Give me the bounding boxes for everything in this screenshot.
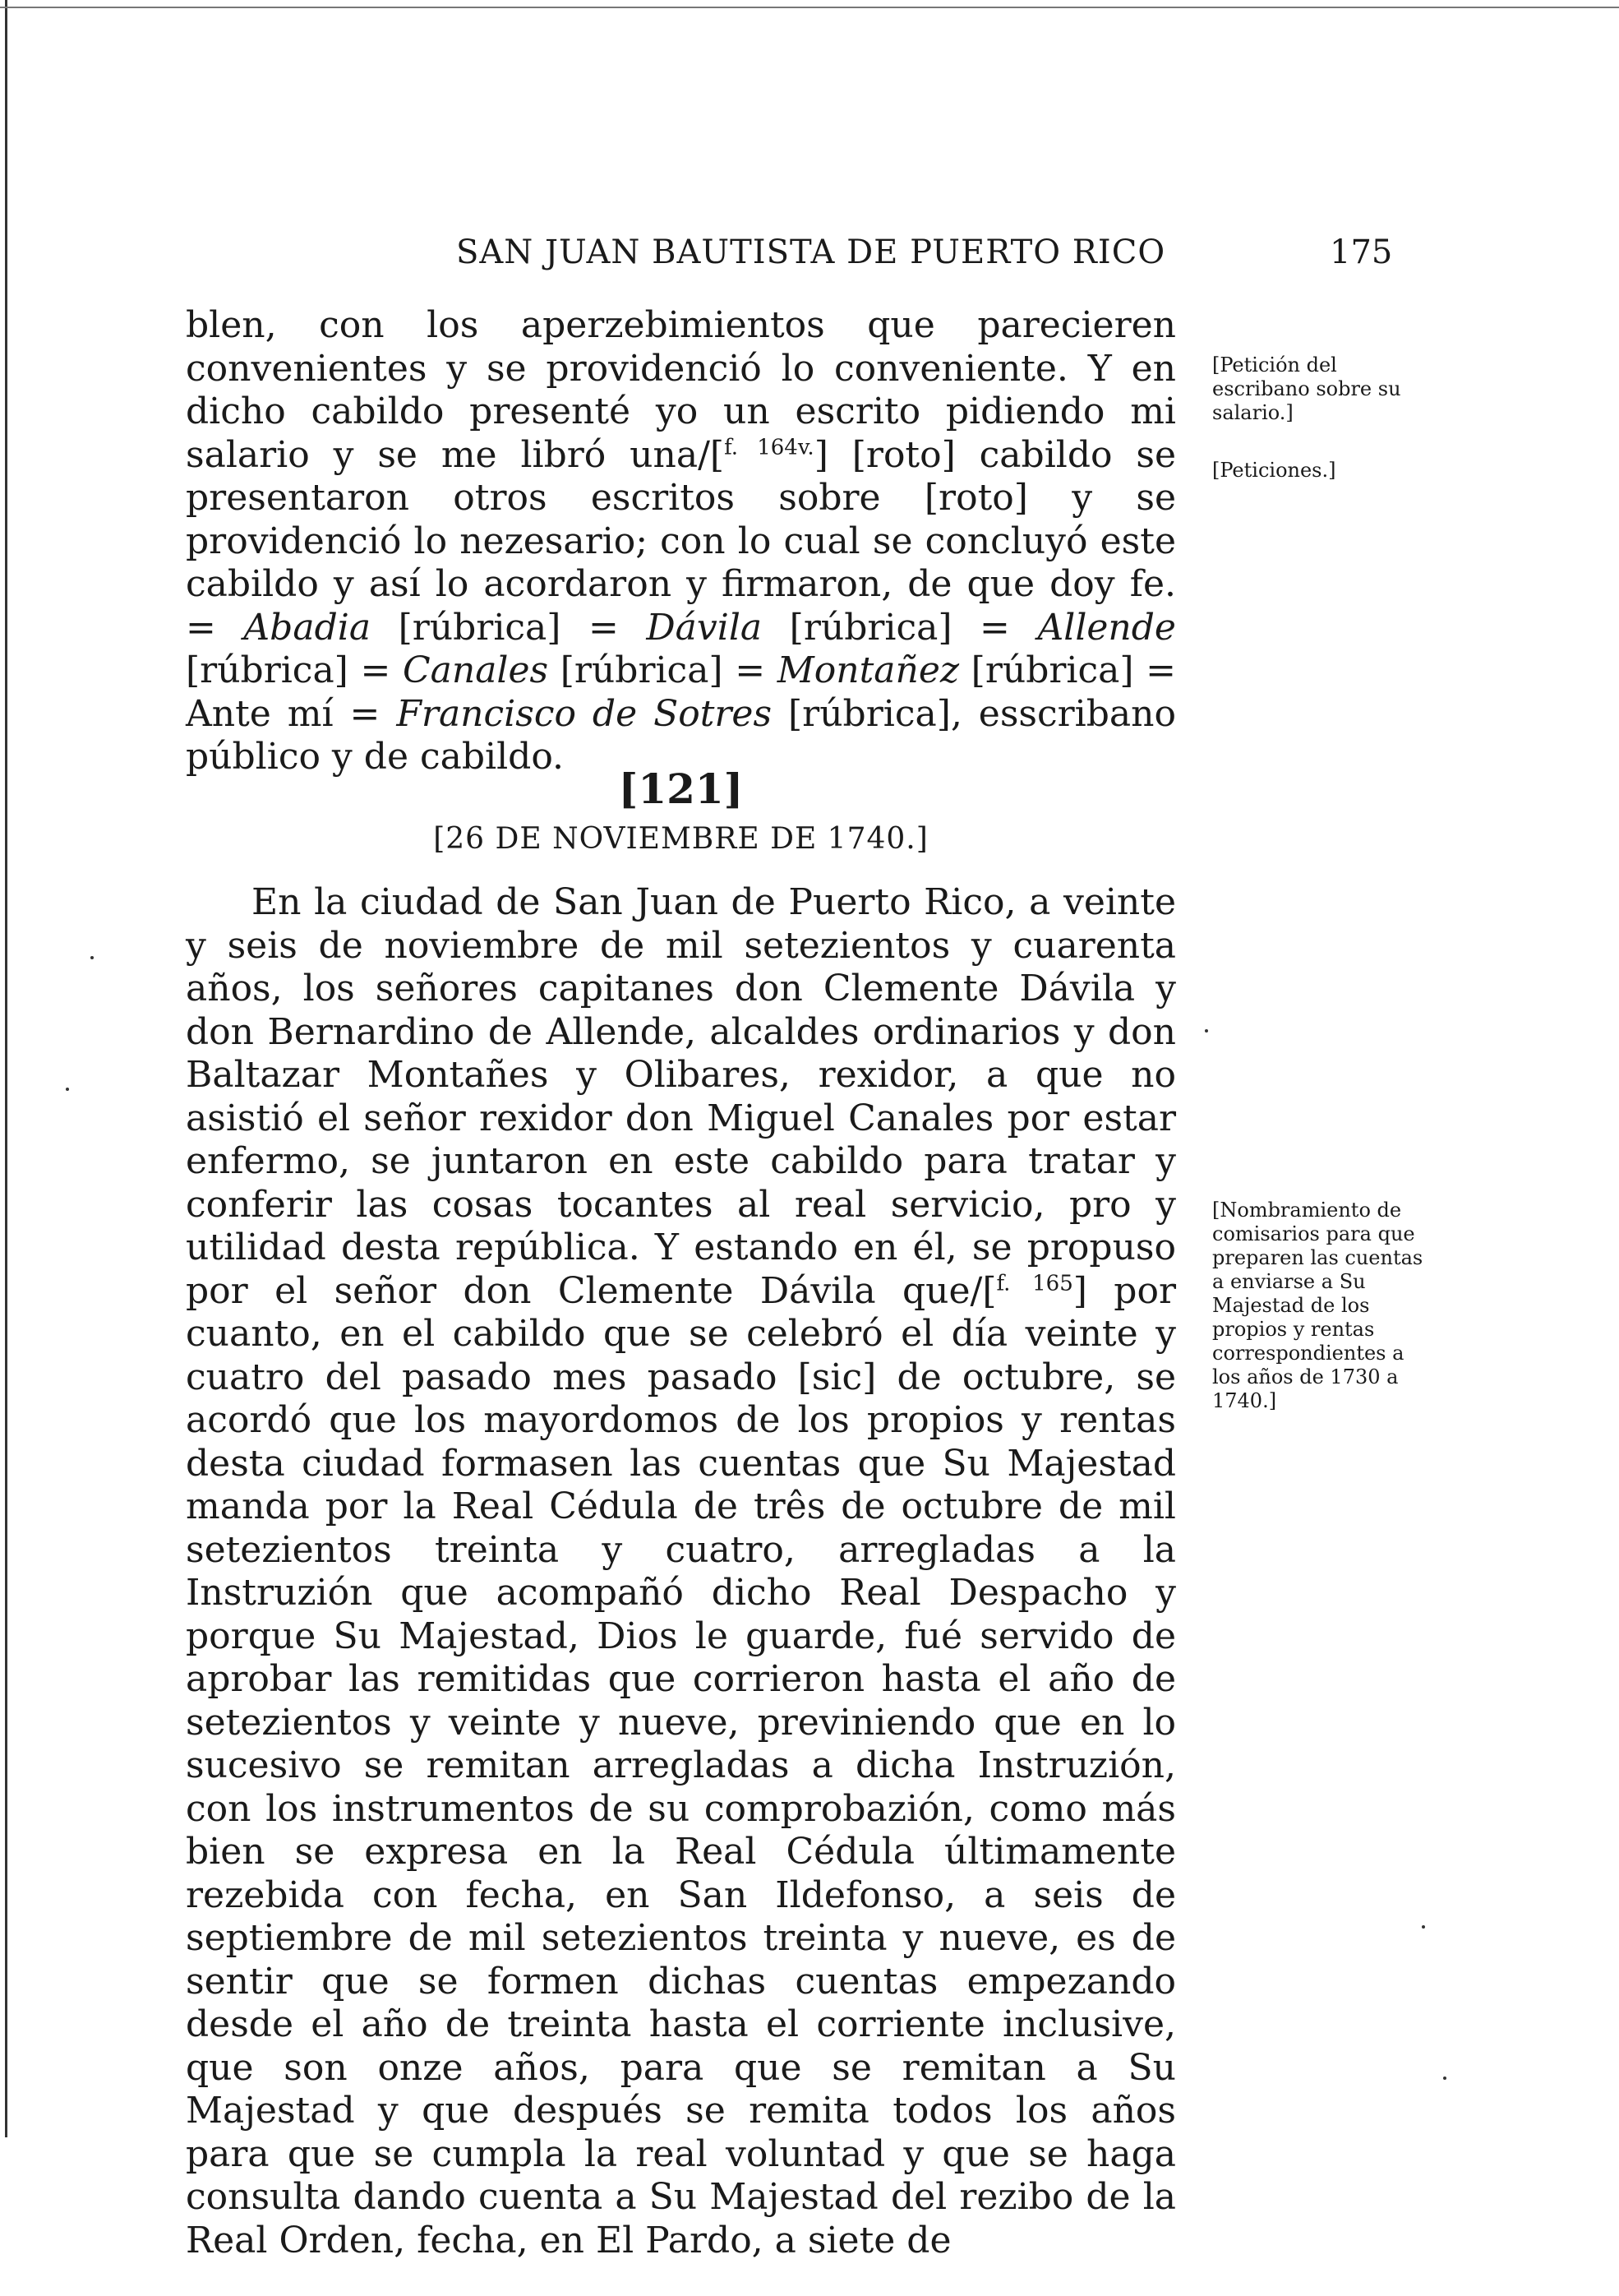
text-run: blen, con los aperzebimientos que parecieren convenientes y se providenció lo conveniente. Y en dicho cabildo presenté yo un escrito pidiendo mi salario y se me libró una/[ [186,304,1176,476]
margin-note-nombramiento: [Nombramiento de comisarios para que preparen las cuentas a enviarse a Su Majestad de los propios y rentas correspondientes a los años de 1730 a 1740.] [1212,1199,1423,1412]
paragraph-text [186,304,1176,779]
text-run: [rúbrica] = [762,606,1038,649]
page-edge-left [5,0,7,2137]
scan-speck [1205,1029,1208,1033]
paragraph-cabildo-1740 [186,881,1176,2262]
signature-canales: Canales [402,649,549,691]
signature-sotres: Francisco de Sotres [396,692,773,735]
scan-speck [66,1088,69,1091]
text-run: [rúbrica] = [371,606,647,649]
scan-speck [90,956,94,959]
folio-mark: f. 165 [996,1270,1073,1296]
scan-speck [1422,1925,1425,1929]
paragraph-cabildo-close [186,304,1176,779]
signature-abadia: Abadia [243,606,371,649]
text-run: [rúbrica] = [548,649,777,691]
text-run: En la ciudad de San Juan de Puerto Rico, a veinte y seis de noviembre de mil setezientos y cuarenta años, los señores capitanes don Clemente Dávila y don Bernardino de Allende, alcaldes ordinarios y don Baltazar Montañes y Olibares, rexidor, a que no asistió el señor rexidor don Miguel Canales por estar enfermo, se juntaron en este cabildo para tratar y conferir las cosas tocantes al real servicio, pro y utilidad desta república. Y estando en él, se propuso por el señor don Clemente Dávila que/[ [186,881,1176,1312]
margin-note-salario: [Petición del escribano sobre su salario.] [1212,353,1401,424]
folio-mark: f. 164v. [724,434,814,460]
signature-allende: Allende [1037,606,1176,649]
paragraph-text [186,881,1176,2262]
section-date: [26 DE NOVIEMBRE DE 1740.] [433,822,929,856]
text-run: ] [roto] cabildo se presentaron otros escritos sobre [roto] y se providenció lo nezesario; con lo cual se concluyó este cabildo y así lo acordaron y firmaron, de que doy fe. = [186,433,1176,649]
text-run: [rúbrica], esscribano público y de cabildo. [186,692,1176,778]
margin-note-peticiones: [Peticiones.] [1212,459,1336,482]
text-run: [rúbrica] = [186,649,403,691]
running-header: SAN JUAN BAUTISTA DE PUERTO RICO [456,233,1166,271]
scan-speck [1443,2077,1446,2080]
signature-davila: Dávila [646,606,763,649]
text-run: [rúbrica] = Ante mí = [186,649,1176,735]
text-run: ] por cuanto, en el cabildo que se celebró el día veinte y cuatro del pasado mes pasado [sic] de octubre, se acordó que los mayordomos de los propios y rentas desta ciudad formasen las cuentas que Su Majestad manda por la Real Cédula de três de octubre de mil setezientos treinta y cuatro, arregladas a la Instruzión que acompañó dicho Real Despacho y porque Su Majestad, Dios le guarde, fué servido de aprobar las remitidas que corrieron hasta el año de setezientos y veinte y nueve, previniendo que en lo sucesivo se remitan arregladas a dicha Instruzión, con los instrumentos de su comprobazión, como más bien se expresa en la Real Cédula últimamente rezebida con fecha, en San Ildefonso, a seis de septiembre de mil setezientos treinta y nueve, es de sentir que se formen dichas cuentas empezando desde el año de treinta hasta el corriente inclusive, que son onze años, para que se remitan a Su Majestad y que después se remita todos los años para que se cumpla la real voluntad y que se haga consulta dando cuenta a Su Majestad del rezibo de la Real Orden, fecha, en El Pardo, a siete de [186,1269,1176,2261]
signature-montanez: Montañez [777,649,960,691]
section-number: [121] [618,765,744,813]
page-number: 175 [1330,233,1393,271]
page-edge-top [0,7,1619,8]
